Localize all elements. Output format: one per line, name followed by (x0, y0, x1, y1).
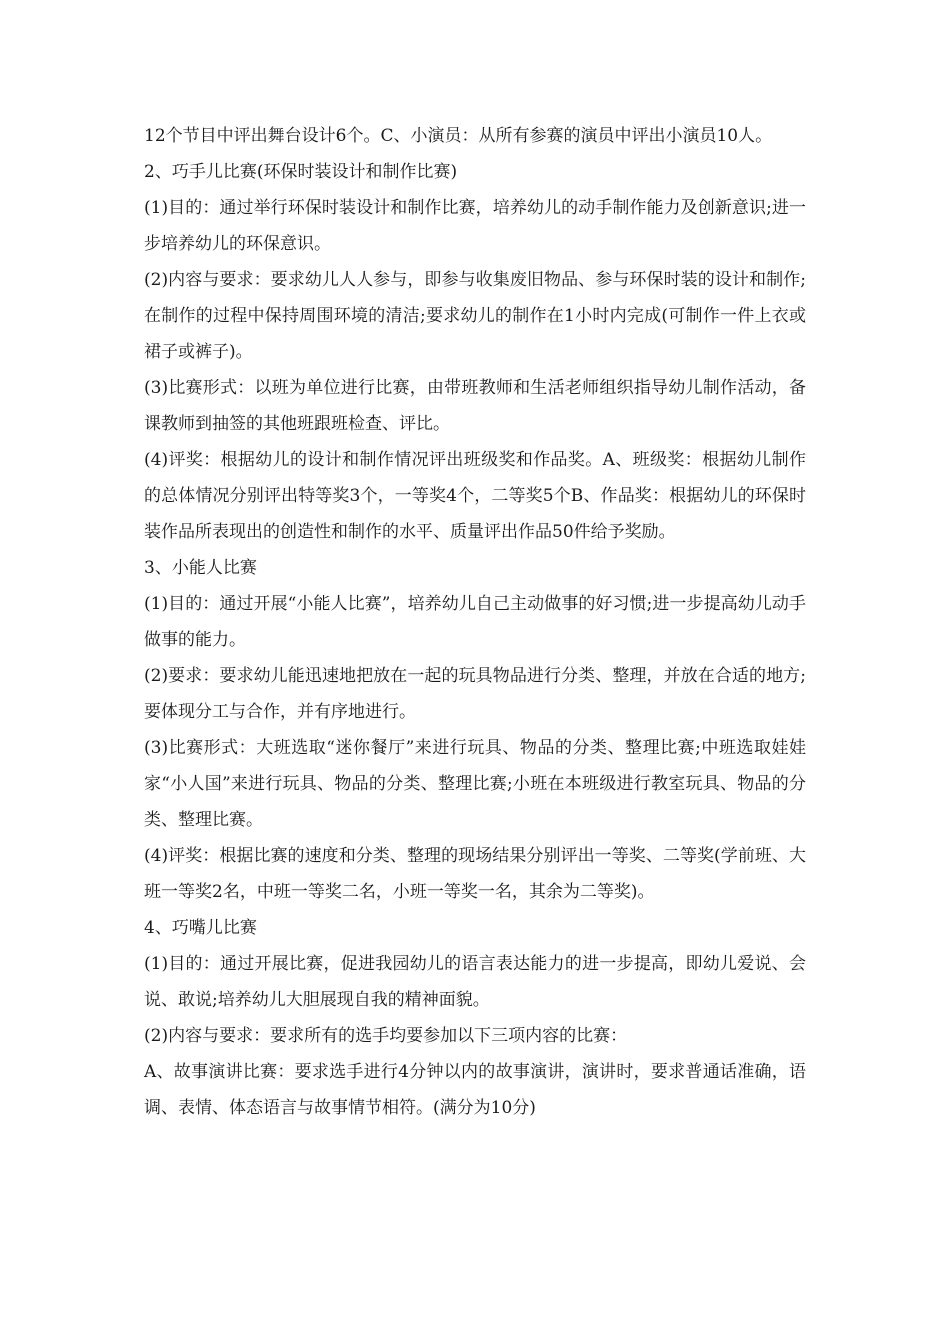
paragraph-speech-requirements: (2)内容与要求：要求所有的选手均要参加以下三项内容的比赛： (144, 1026, 628, 1046)
document-body (144, 118, 806, 1126)
paragraph-speech-purpose: (1)目的：通过开展比赛，促进我园幼儿的语言表达能力的进一步提高，即幼儿爱说、会说、敢说;培养幼儿大胆展现自我的精神面貌。 (144, 954, 806, 1010)
heading-speech-contest: 4、巧嘴儿比赛 (144, 918, 257, 938)
paragraph-handcraft-requirements: (2)内容与要求：要求幼儿人人参与，即参与收集废旧物品、参与环保时装的设计和制作;在制作的过程中保持周围环境的清洁;要求幼儿的制作在1小时内完成(可制作一件上衣或裙子或裤子)。 (144, 270, 806, 362)
paragraph-handcraft-purpose: (1)目的：通过举行环保时装设计和制作比赛，培养幼儿的动手制作能力及创新意识;进一步培养幼儿的环保意识。 (144, 198, 806, 254)
paragraph-story-speech: A、故事演讲比赛：要求选手进行4分钟以内的故事演讲，演讲时，要求普通话准确，语调、表情、体态语言与故事情节相符。(满分为10分) (144, 1062, 806, 1118)
paragraph-stage-design-result: 12个节目中评出舞台设计6个。C、小演员：从所有参赛的演员中评出小演员10人。 (144, 126, 773, 146)
heading-little-capable-contest: 3、小能人比赛 (144, 558, 257, 578)
paragraph-capable-requirements: (2)要求：要求幼儿能迅速地把放在一起的玩具物品进行分类、整理，并放在合适的地方;要体现分工与合作，并有序地进行。 (144, 666, 806, 722)
paragraph-capable-purpose: (1)目的：通过开展“小能人比赛”，培养幼儿自己主动做事的好习惯;进一步提高幼儿动手做事的能力。 (144, 594, 806, 650)
paragraph-capable-format: (3)比赛形式：大班选取“迷你餐厅”来进行玩具、物品的分类、整理比赛;中班选取娃娃家“小人国”来进行玩具、物品的分类、整理比赛;小班在本班级进行教室玩具、物品的分类、整理比赛。 (144, 738, 806, 830)
heading-handcraft-contest: 2、巧手儿比赛(环保时装设计和制作比赛) (144, 162, 458, 182)
paragraph-capable-awards: (4)评奖：根据比赛的速度和分类、整理的现场结果分别评出一等奖、二等奖(学前班、大班一等奖2名，中班一等奖二名，小班一等奖一名，其余为二等奖)。 (144, 846, 806, 902)
paragraph-handcraft-awards: (4)评奖：根据幼儿的设计和制作情况评出班级奖和作品奖。A、班级奖：根据幼儿制作的总体情况分别评出特等奖3个，一等奖4个，二等奖5个B、作品奖：根据幼儿的环保时装作品所表现出的创造性和制作的水平、质量评出作品50件给予奖励。 (144, 450, 806, 542)
paragraph-handcraft-format: (3)比赛形式：以班为单位进行比赛，由带班教师和生活老师组织指导幼儿制作活动，备课教师到抽签的其他班跟班检查、评比。 (144, 378, 806, 434)
